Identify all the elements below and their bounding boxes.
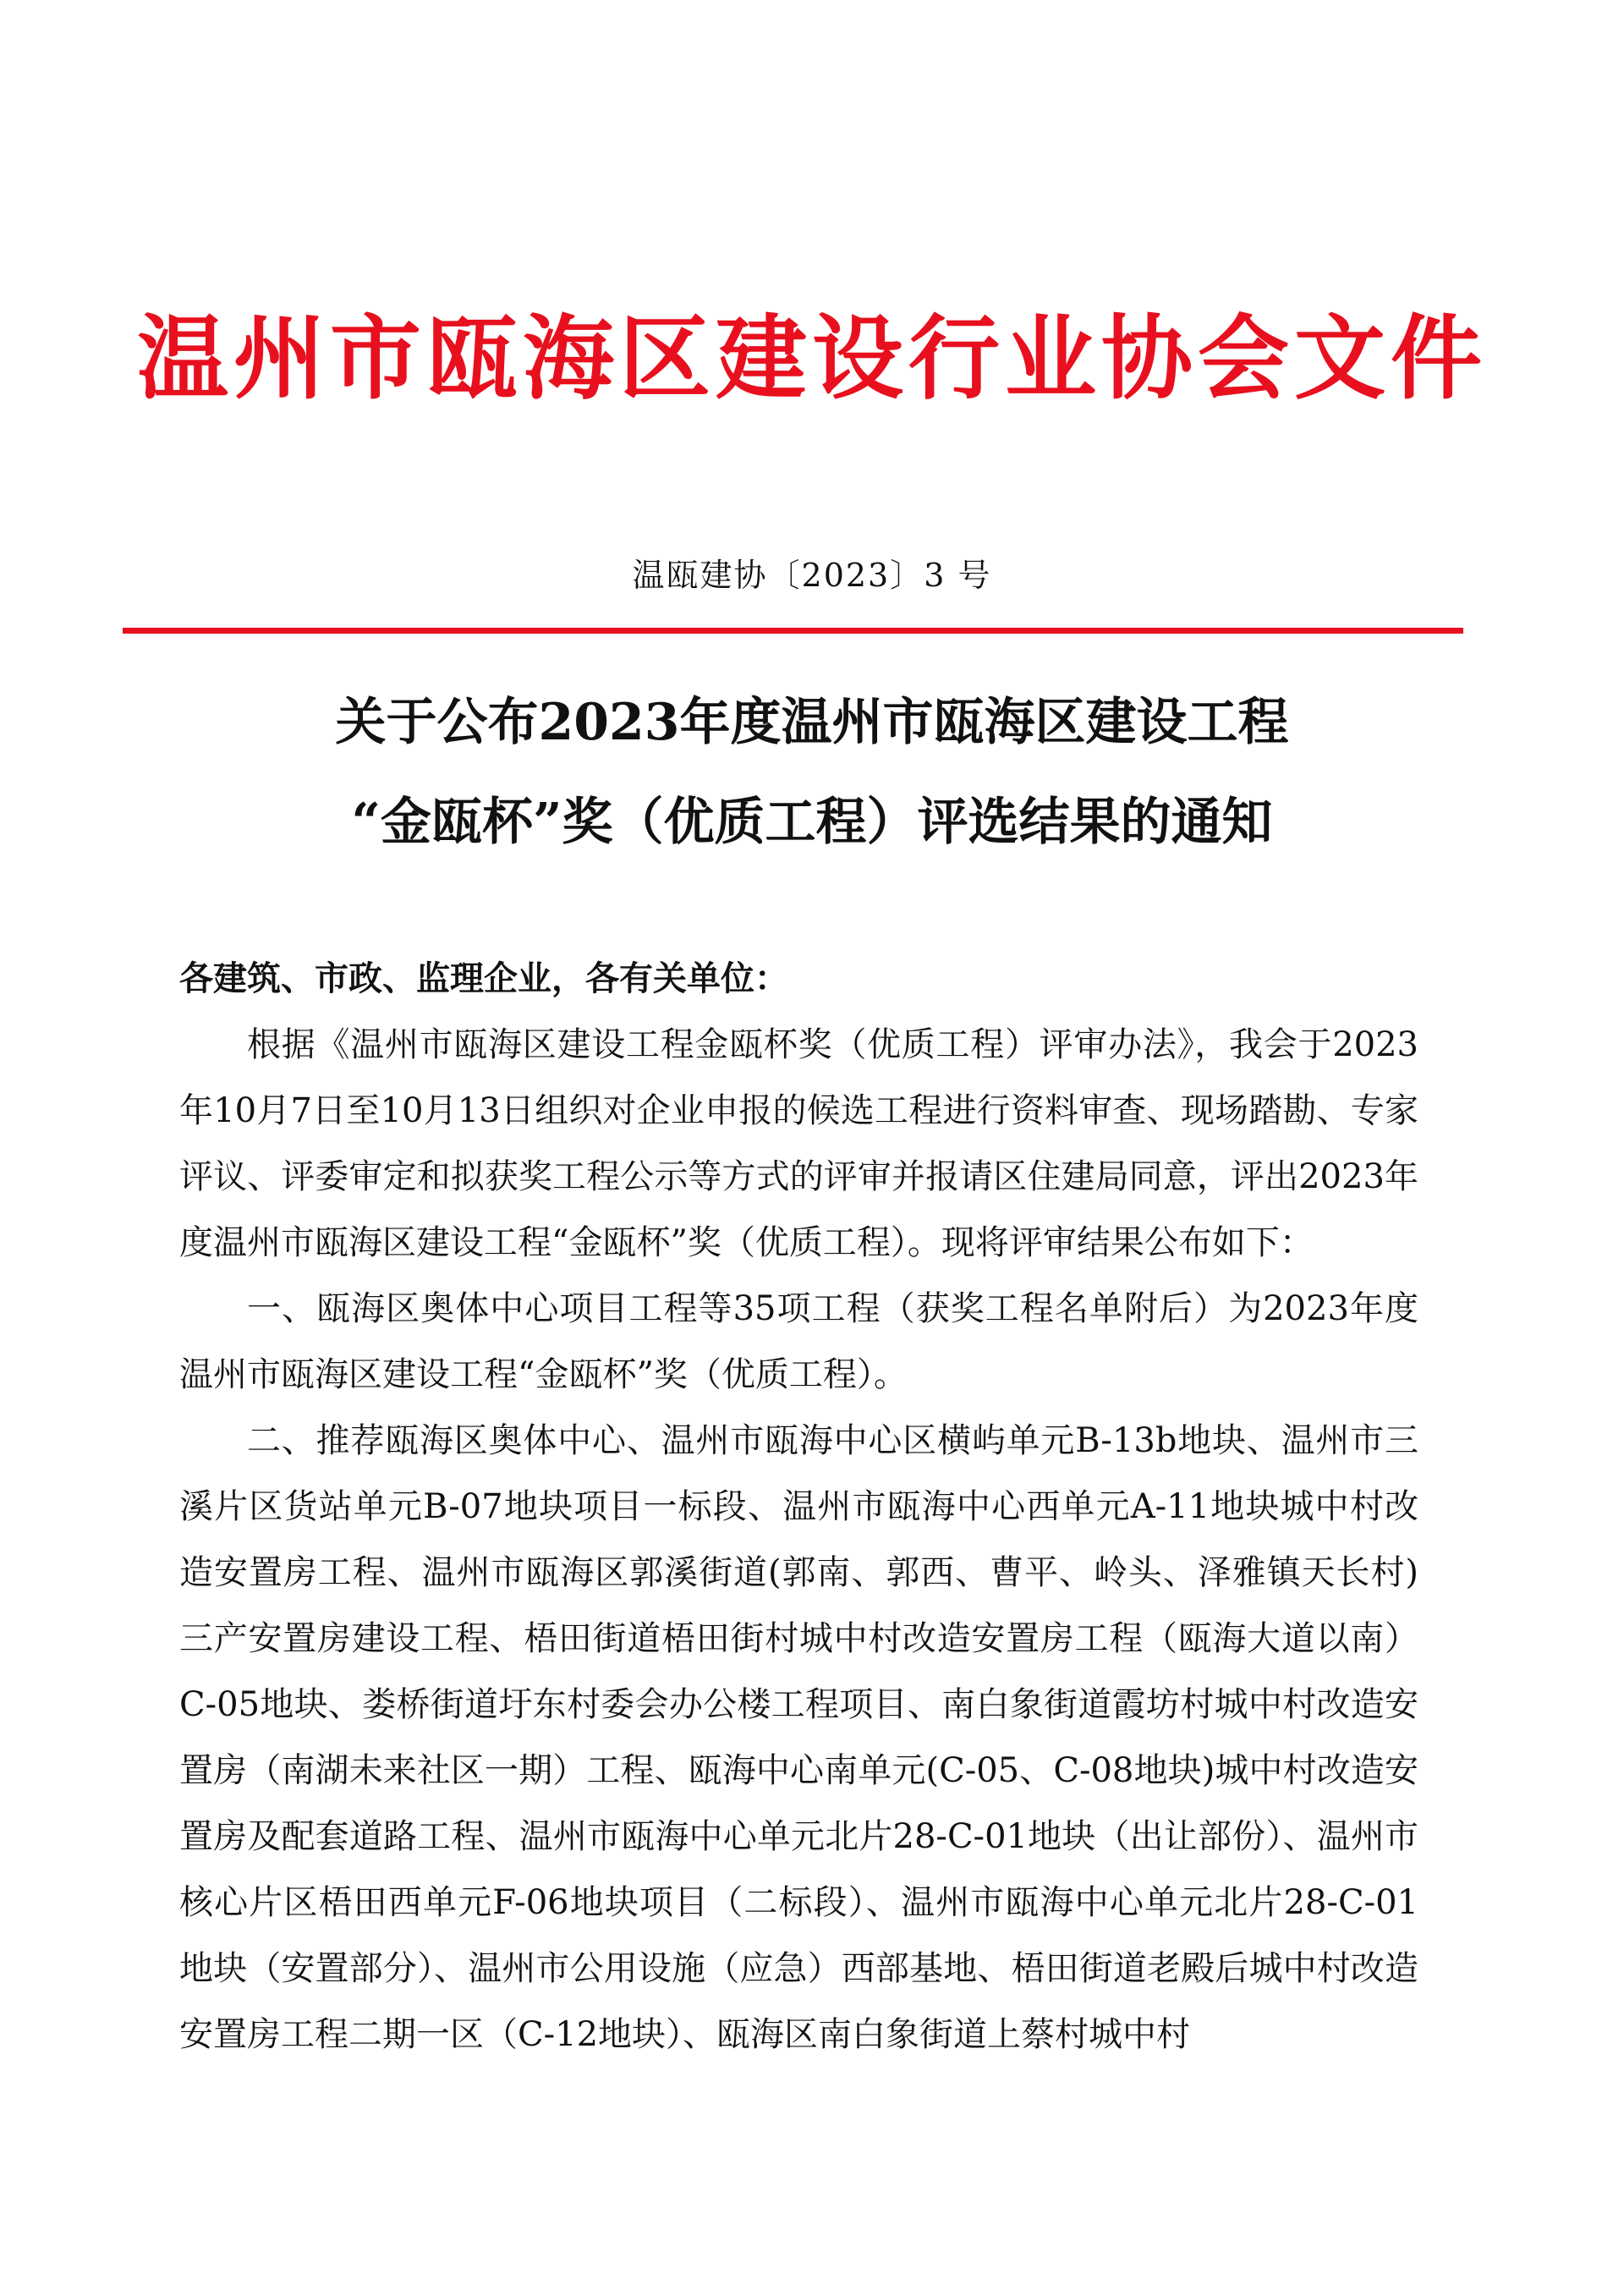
- org-header-title: 温州市瓯海区建设行业协会文件: [136, 306, 1487, 412]
- paragraph-item-one: 一、瓯海区奥体中心项目工程等35项工程（获奖工程名单附后）为2023年度温州市瓯海区建设工程“金瓯杯”奖（优质工程）。: [179, 1289, 1418, 1394]
- notice-body: [179, 946, 1418, 2068]
- salutation: 各建筑、市政、监理企业，各有关单位：: [179, 959, 788, 998]
- paragraph-item-two: 二、推荐瓯海区奥体中心、温州市瓯海中心区横屿单元B-13b地块、温州市三溪片区货站单元B-07地块项目一标段、温州市瓯海中心西单元A-11地块城中村改造安置房工程、温州市瓯海区郭溪街道(郭南、郭西、曹平、岭头、泽雅镇天长村)三产安置房建设工程、梧田街道梧田街村城中村改造安置房工程（瓯海大道以南）C-05地块、娄桥街道圩东村委会办公楼工程项目、南白象街道霞坊村城中村改造安置房（南湖未来社区一期）工程、瓯海中心南单元(C-05、C-08地块)城中村改造安置房及配套道路工程、温州市瓯海中心单元北片28-C-01地块（出让部份）、温州市核心片区梧田西单元F-06地块项目（二标段）、温州市瓯海中心单元北片28-C-01地块（安置部分）、温州市公用设施（应急）西部基地、梧田街道老殿后城中村改造安置房工程二期一区（C-12地块）、瓯海区南白象街道上蔡村城中村: [179, 1421, 1418, 2054]
- document-number: 温瓯建协〔2023〕3 号: [632, 557, 992, 594]
- header-red-rule: [123, 628, 1463, 634]
- paragraph-intro: 根据《温州市瓯海区建设工程金瓯杯奖（优质工程）评审办法》，我会于2023年10月7日至10月13日组织对企业申报的候选工程进行资料审查、现场踏勘、专家评议、评委审定和拟获奖工程公示等方式的评审并报请区住建局同意，评出2023年度温州市瓯海区建设工程“金瓯杯”奖（优质工程）。现将评审结果公布如下：: [179, 1025, 1418, 1262]
- notice-title-line1: 关于公布2023年度温州市瓯海区建设工程: [335, 693, 1289, 752]
- notice-title-line2: “金瓯杯”奖（优质工程）评选结果的通知: [351, 793, 1273, 852]
